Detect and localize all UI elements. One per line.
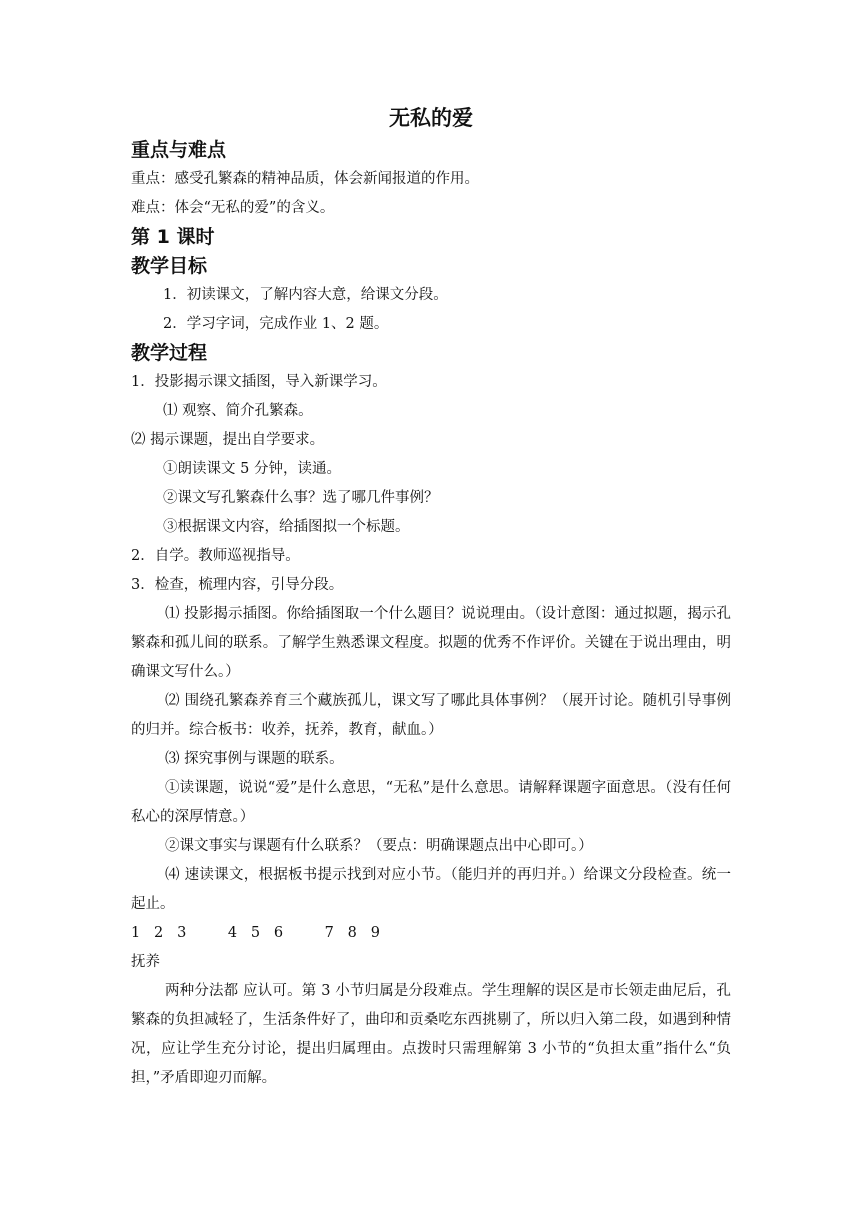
document-title: 无私的爱	[389, 105, 473, 130]
hard-point-text: 难点：体会“无私的爱”的含义。	[131, 200, 335, 216]
self-study-item: ①朗读课文 5 分钟，读通。	[163, 461, 341, 477]
goal-item: 2．学习字词，完成作业 1、2 题。	[163, 316, 389, 332]
section-numbers: 1 2 3 4 5 6 7 8 9	[131, 925, 380, 941]
title-relation-item: ②课文事实与课题有什么联系？（要点：明确课题点出中心即可。）	[165, 838, 593, 854]
heading-goals: 教学目标	[131, 255, 208, 277]
self-study-item: ③根据课文内容，给插图拟一个标题。	[163, 519, 410, 535]
document-page	[131, 100, 731, 1093]
process-step-2: 2．自学。教师巡视指导。	[131, 548, 300, 564]
goal-item: 1．初读课文，了解内容大意，给课文分段。	[163, 287, 448, 303]
process-step-3-sub-1: ⑴ 投影揭示插图。你给插图取一个什么题目？说说理由。（设计意图：通过拟题，揭示孔繁森和孤儿间的联系。了解学生熟悉课文程度。拟题的优秀不作评价。关键在于说出理由，明确课文写什么。）	[131, 606, 731, 680]
heading-process: 教学过程	[131, 342, 208, 364]
process-step-3-sub-3: ⑶ 探究事例与课题的联系。	[165, 751, 344, 767]
process-step-3-sub-2: ⑵ 围绕孔繁森养育三个藏族孤儿，课文写了哪此具体事例？（展开讨论。随机引导事例的归并。综合板书：收养，抚养，教育，献血。）	[131, 693, 731, 738]
title-meaning-item: ①读课题，说说“爱”是什么意思，“无私”是什么意思。请解释课题字面意思。（没有任何私心的深厚情意。）	[131, 780, 731, 825]
process-step-3: 3．检查，梳理内容，引导分段。	[131, 577, 344, 593]
heading-lesson: 第 1 课时	[131, 226, 215, 248]
section-label: 抚养	[131, 954, 160, 970]
process-step-1-sub-1: ⑴ 观察、简介孔繁森。	[163, 403, 313, 419]
process-step-1-sub-2: ⑵ 揭示课题，提出自学要求。	[131, 432, 325, 448]
process-step-1: 1．投影揭示课文插图，导入新课学习。	[131, 374, 387, 390]
process-step-3-sub-4: ⑷ 速读课文，根据板书提示找到对应小节。（能归并的再归并。）给课文分段检查。统一起止。	[131, 867, 731, 912]
summary-paragraph: 两种分法都 应认可。第 3 小节归属是分段难点。学生理解的误区是市长领走曲尼后，孔繁森的负担减轻了，生活条件好了，曲印和贡桑吃东西挑剔了，所以归入第二段，如遇到种情况，应让学生充分讨论，提出归属理由。点拨时只需理解第 3 小节的“负担太重”指什么“负担，”矛盾即迎刃而解。	[131, 983, 731, 1086]
key-point-text: 重点：感受孔繁森的精神品质，体会新闻报道的作用。	[131, 171, 479, 187]
self-study-item: ②课文写孔繁森什么事？选了哪几件事例？	[163, 490, 439, 506]
heading-key-points: 重点与难点	[131, 139, 227, 161]
